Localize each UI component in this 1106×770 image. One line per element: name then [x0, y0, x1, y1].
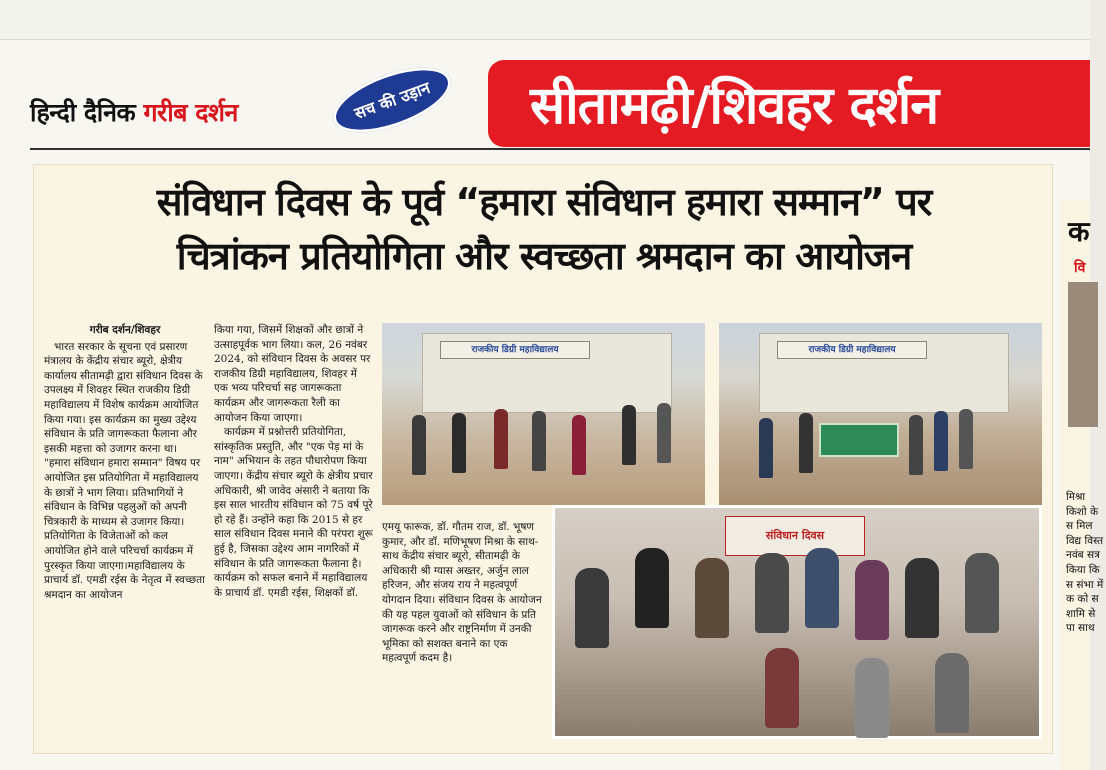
headline	[34, 175, 1054, 283]
photo-painting-competition	[552, 505, 1042, 739]
event-banner	[819, 423, 899, 457]
column-2-para-2: कार्यक्रम में प्रश्नोत्तरी प्रतियोगिता, सांस्कृतिक प्रस्तुति, और "एक पेड़ मां के नाम" अभियान के तहत पौधारोपण किया जाएगा। केंद्रीय संचार ब्यूरो के क्षेत्रीय प्रचार अधिकारी, श्री जावेद अंसारी ने बताया कि इस साल भारतीय संविधान को 75 वर्ष पूरे हो रहे हैं। उन्होंने कहा कि 2015 से हर साल संविधान दिवस मनाने की परंपरा शुरू हुई है, जिसका उद्देश्य आम नागरिकों में संविधान के प्रति जागरूकता फैलाना है।कार्यक्रम को सफल बनाने में महाविद्यालय के प्राचार्य डॉ. एमडी रईस, शिक्षकों डॉ.	[214, 426, 373, 599]
paper-name-red: गरीब दर्शन	[143, 98, 238, 127]
article	[33, 164, 1053, 754]
person	[934, 411, 948, 471]
headline-line-2: चित्रांकन प्रतियोगिता और स्वच्छता श्रमदान का आयोजन	[176, 234, 912, 278]
person	[755, 553, 789, 633]
adjacent-photo	[1068, 282, 1098, 427]
adjacent-article	[1060, 200, 1104, 770]
paper-name	[30, 95, 238, 129]
adjacent-text: मिश्रा किशो के स मिल विद्य विस्त नवंब सत्र किया कि स संभा में क को स शामि से पा साथ	[1066, 491, 1104, 635]
person	[622, 405, 636, 465]
person	[572, 415, 586, 475]
column-2	[214, 323, 374, 600]
person	[575, 568, 609, 648]
person	[855, 658, 889, 738]
edition-banner: सीतामढ़ी/शिवहर दर्शन	[488, 60, 1090, 147]
person	[909, 415, 923, 475]
adjacent-subhead: वि	[1074, 260, 1086, 276]
person	[799, 413, 813, 473]
column-2-para-1: किया गया, जिसमें शिक्षकों और छात्रों ने उत्साहपूर्वक भाग लिया। कल, 26 नवंबर 2024, को संविधान दिवस के अवसर पर राजकीय डिग्री महाविद्यालय, शिवहर में एक भव्य परिचर्चा सह जागरूकता कार्यक्रम और जागरूकता रैली का आयोजन किया जाएगा।	[214, 324, 371, 424]
column-1-text: भारत सरकार के सूचना एवं प्रसारण मंत्रालय के केंद्रीय संचार ब्यूरो, क्षेत्रीय कार्यालय सीतामढ़ी द्वारा संविधान दिवस के उपलक्ष्य में शिवहर स्थित राजकीय डिग्री महाविद्यालय में विशेष कार्यक्रम आयोजित किया गया। इस कार्यक्रम का मुख्य उद्देश्य संविधान के प्रति जागरूकता फैलाना और इसकी महत्ता को उजागर करना था। "हमारा संविधान हमारा सम्मान" विषय पर आयोजित इस प्रतियोगिता में महाविद्यालय के छात्रों ने भाग लिया। प्रतिभागियों ने संविधान के विभिन्न पहलुओं को अपनी चित्रकारी के माध्यम से उजागर किया। प्रतियोगिता के विजेताओं को कल आयोजित होने वाले परिचर्चा कार्यक्रम में पुरस्कृत किया जाएगा।महाविद्यालय के प्राचार्य डॉ. एमडी रईस के नेतृत्व में स्वच्छता श्रमदान का आयोजन	[44, 340, 205, 601]
column-1	[44, 323, 206, 602]
slogan-badge: सच की उड़ान	[325, 54, 459, 145]
adjacent-headline: क	[1068, 215, 1090, 248]
person	[695, 558, 729, 638]
paper-name-black: हिन्दी दैनिक	[30, 98, 136, 127]
event-poster: संविधान दिवस	[725, 516, 865, 556]
column-3-text: एमयू फारूक, डॉ. गौतम राज, डॉ. भूषण कुमार, और डॉ. मणिभूषण मिश्रा के साथ-साथ केंद्रीय संचार ब्यूरो, सीतामढ़ी के अधिकारी श्री ग्यास अख्तर, अर्जुन लाल हरिजन, और संजय राय ने महत्वपूर्ण योगदान दिया। संविधान दिवस के आयोजन की यह पहल युवाओं को संविधान के प्रति जागरूक करने और राष्ट्रनिर्माण में उनकी भूमिका को सशक्त बनाने का एक महत्वपूर्ण कदम है।	[382, 521, 542, 665]
person	[765, 648, 799, 728]
person	[532, 411, 546, 471]
top-bar	[0, 0, 1090, 40]
person	[959, 409, 973, 469]
person	[965, 553, 999, 633]
person	[855, 560, 889, 640]
photo-cleanup-drive-1	[382, 323, 705, 505]
photo-cleanup-drive-2	[719, 323, 1042, 505]
person	[805, 548, 839, 628]
college-sign: राजकीय डिग्री महाविद्यालय	[777, 341, 927, 359]
person	[494, 409, 508, 469]
college-sign: राजकीय डिग्री महाविद्यालय	[440, 341, 590, 359]
person	[657, 403, 671, 463]
byline: गरीब दर्शन/शिवहर	[89, 324, 161, 336]
masthead-rule	[30, 148, 1090, 150]
person	[935, 653, 969, 733]
person	[759, 418, 773, 478]
headline-line-1: संविधान दिवस के पूर्व “हमारा संविधान हमारा सम्मान” पर	[156, 180, 932, 224]
person	[452, 413, 466, 473]
person	[905, 558, 939, 638]
person	[412, 415, 426, 475]
column-3	[382, 520, 544, 666]
person	[635, 548, 669, 628]
